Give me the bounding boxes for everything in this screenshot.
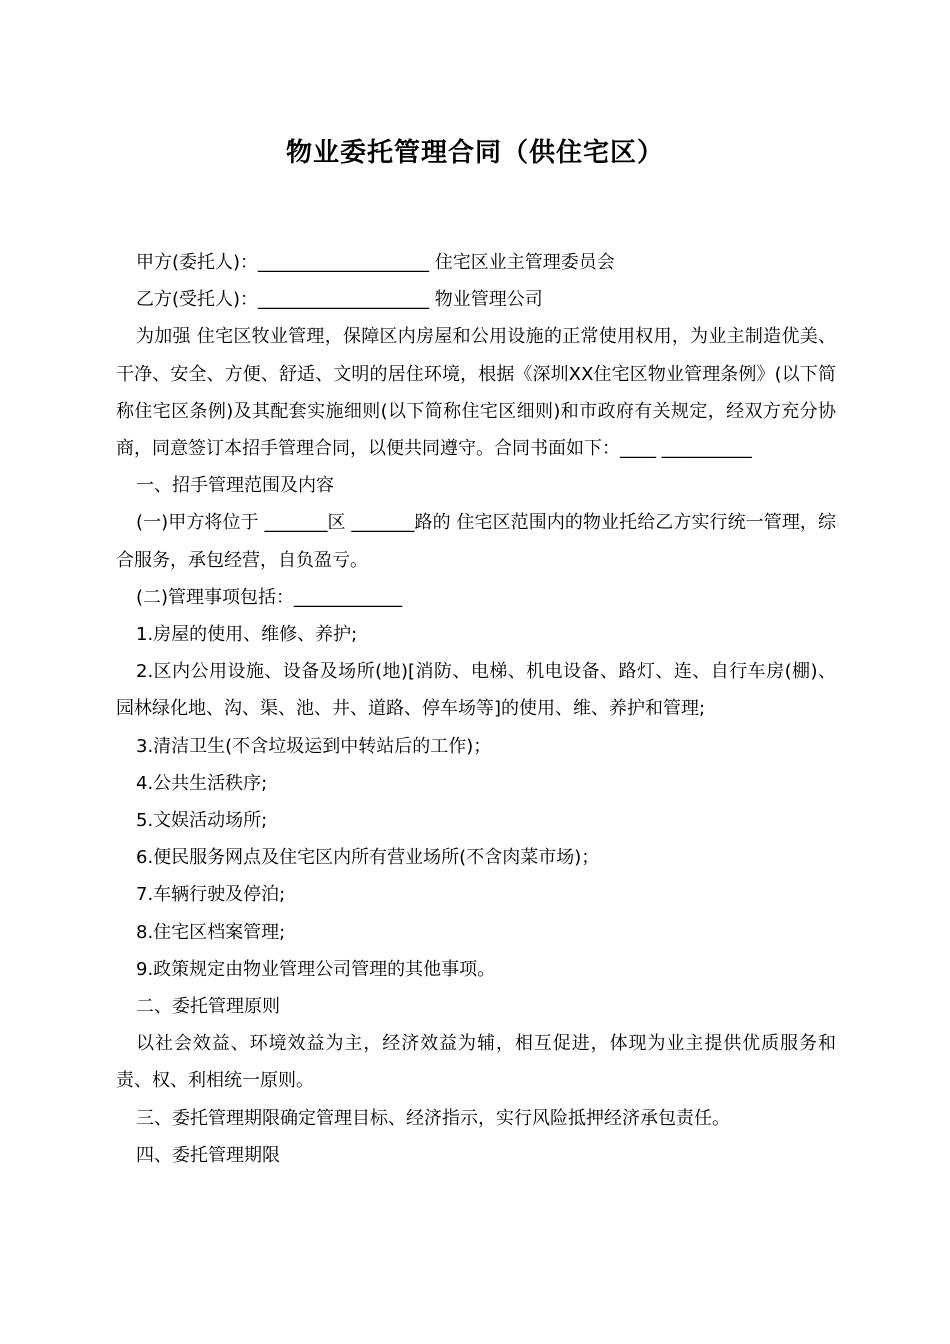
list-item: 2.区内公用设施、设备及场所(地)[消防、电梯、机电设备、路灯、连、自行车房(棚)、园林绿化地、沟、渠、池、井、道路、停车场等]的使用、维、养护和管理;	[116, 661, 836, 720]
preamble-paragraph: 为加强 住宅区牧业管理，保障区内房屋和公用设施的正常使用权用，为业主制造优美、干净、安全、方便、舒适、文明的居住环境，根据《深圳XX住宅区物业管理条例》(以下简称住宅区条例)及其配套实施细则(以下简称住宅区细则)和市政府有关规定，经双方充分协商，同意签订本招手管理合同，以便共同遵守。合同书面如下：____ __________	[116, 326, 836, 460]
list-item: 9.政策规定由物业管理公司管理的其他事项。	[136, 958, 496, 980]
list-item: 3.清洁卫生(不含垃圾运到中转站后的工作)；	[136, 735, 492, 757]
list-item: 1.房屋的使用、维修、养护;	[136, 624, 358, 646]
list-item: 7.车辆行驶及停泊;	[136, 884, 286, 906]
clause-1-1: (一)甲方将位于 _______区 _______路的 住宅区范围内的物业托给乙方实行统一管理，综合服务，承包经营，自负盈亏。	[116, 512, 836, 571]
party-b-line: 乙方(受托人)：___________________ 物业管理公司	[136, 289, 543, 311]
list-item: 4.公共生活秩序;	[136, 772, 268, 794]
list-item: 8.住宅区档案管理;	[136, 921, 286, 943]
section-heading-4: 四、委托管理期限	[136, 1144, 280, 1166]
document-title: 物业委托管理合同（供住宅区）	[285, 138, 664, 168]
document-body	[116, 244, 836, 1174]
clause-1-2: (二)管理事项包括：____________	[136, 586, 403, 608]
section-heading-2: 二、委托管理原则	[136, 996, 280, 1018]
list-item: 6.便民服务网点及住宅区内所有营业场所(不含肉菜市场)；	[136, 847, 600, 869]
list-item: 5.文娱活动场所;	[136, 810, 268, 832]
party-a-line: 甲方(委托人)：___________________ 住宅区业主管理委员会	[136, 252, 615, 273]
principle-paragraph: 以社会效益、环境效益为主，经济效益为辅，相互促进，体现为业主提供优质服务和责、权、利相统一原则。	[116, 1033, 836, 1092]
section-heading-1: 一、招手管理范围及内容	[136, 475, 334, 497]
section-heading-3: 三、委托管理期限确定管理目标、经济指示，实行风险抵押经济承包责任。	[136, 1107, 730, 1129]
